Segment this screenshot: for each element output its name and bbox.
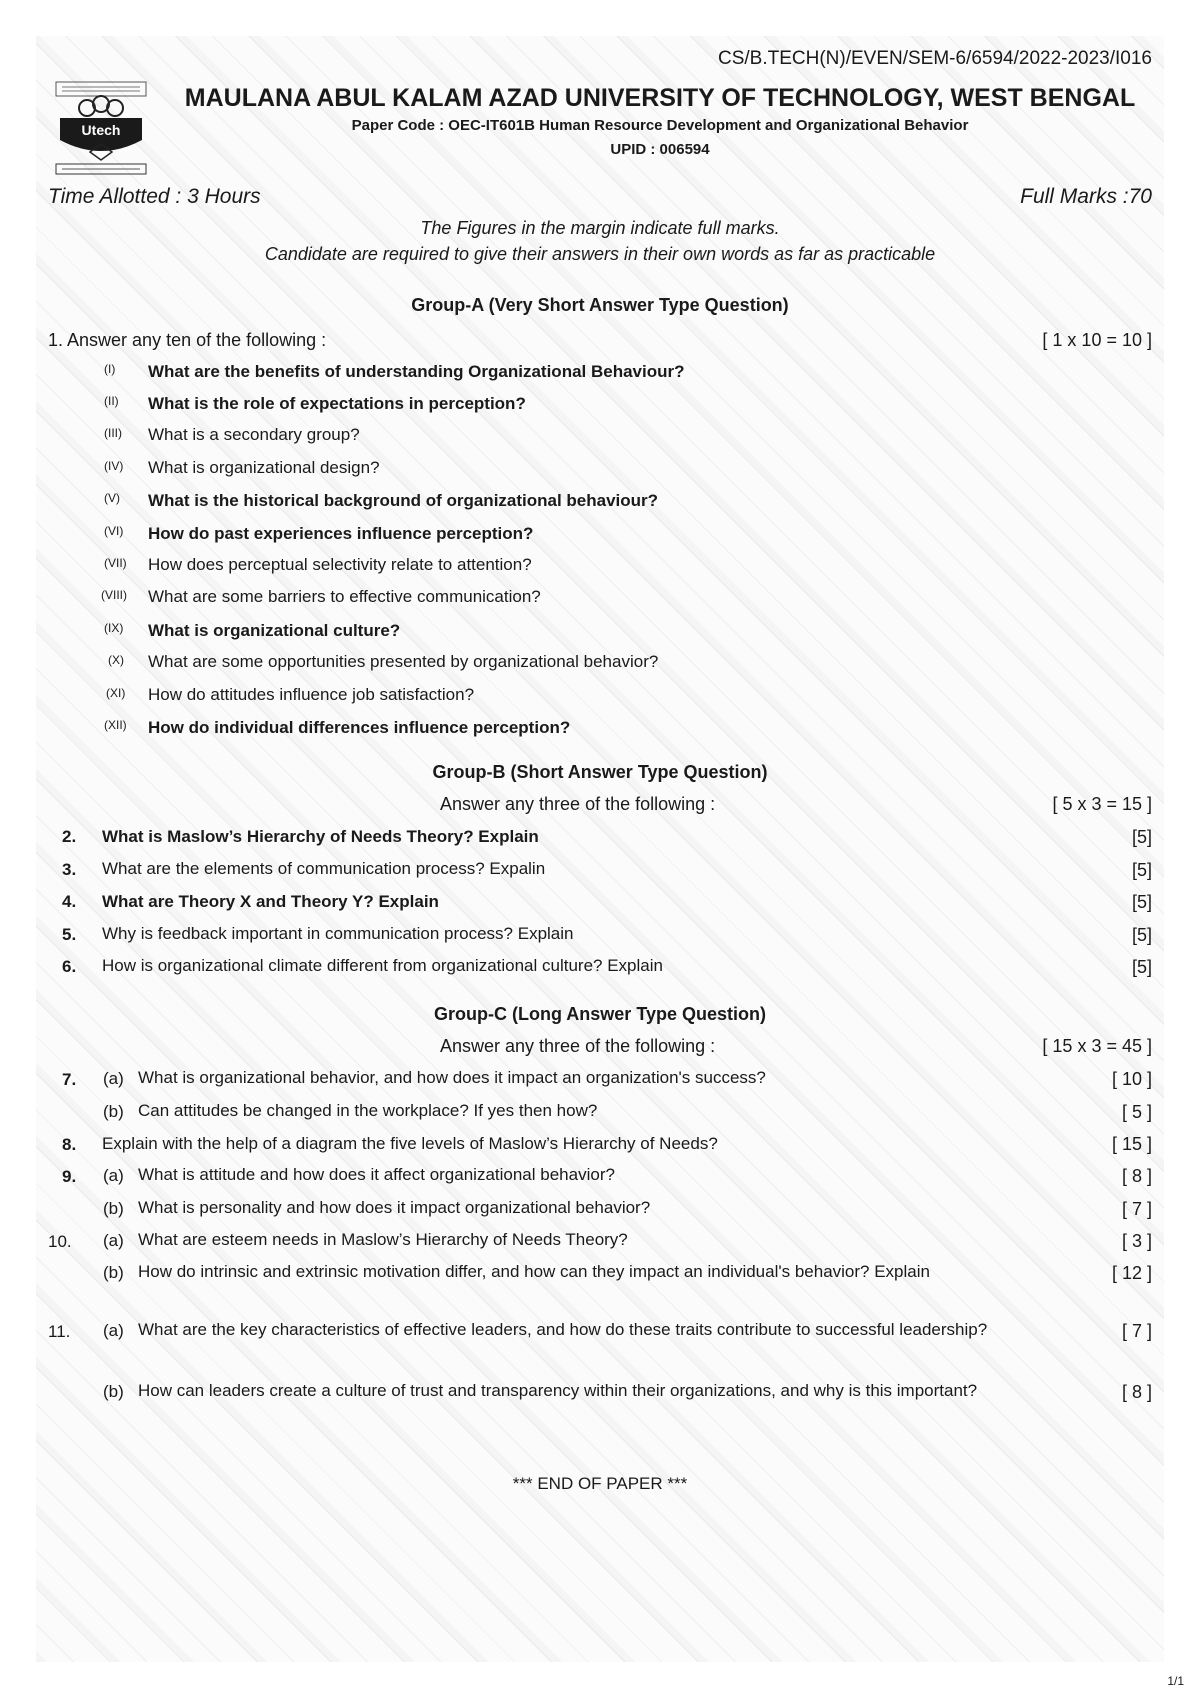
- question-text: Can attitudes be changed in the workplace? If yes then how?: [138, 1101, 598, 1120]
- question-marks: [ 8 ]: [1121, 1382, 1152, 1402]
- watermark-background: [36, 36, 1164, 1662]
- group-c-title: Group-C (Long Answer Type Question): [434, 1004, 766, 1024]
- question-number: 8.: [62, 1135, 77, 1154]
- question-number: 7.: [62, 1070, 77, 1089]
- sub-question-label: (b): [103, 1382, 124, 1401]
- group-b-title: Group-B (Short Answer Type Question): [432, 762, 768, 782]
- sub-question-label: (b): [103, 1263, 124, 1282]
- question-marks: [5]: [1131, 860, 1152, 880]
- question-number: (I): [104, 362, 116, 376]
- question-text: How is organizational climate different from organizational culture? Explain: [102, 956, 663, 975]
- question-number: (IX): [104, 621, 124, 635]
- question-text: What are some barriers to effective communication?: [148, 587, 541, 606]
- question-marks: [5]: [1131, 827, 1152, 847]
- question-number: (X): [108, 653, 124, 667]
- question-text: Explain with the help of a diagram the five levels of Maslow’s Hierarchy of Needs?: [102, 1134, 718, 1153]
- question-text: How can leaders create a culture of trust and transparency within their organizations, and why is this important?: [138, 1381, 978, 1400]
- question-marks: [ 12 ]: [1111, 1263, 1152, 1283]
- sub-question-label: (b): [103, 1199, 124, 1218]
- question-marks: [ 7 ]: [1121, 1321, 1152, 1341]
- group-c-instruction: Answer any three of the following :: [440, 1036, 716, 1056]
- question-text: What is the historical background of organizational behaviour?: [148, 491, 659, 510]
- question-number: 3.: [62, 860, 77, 879]
- question-number: 10.: [48, 1232, 72, 1251]
- group-a-marks: [ 1 x 10 = 10 ]: [1042, 330, 1152, 350]
- question-marks: [ 7 ]: [1121, 1199, 1152, 1219]
- answer-note: Candidate are required to give their answers in their own words as far as practicable: [264, 244, 936, 264]
- sub-question-label: (a): [103, 1069, 124, 1088]
- question-text: What are the key characteristics of effective leaders, and how do these traits contribute to successful leadership?: [138, 1320, 988, 1339]
- sub-question-label: (a): [103, 1321, 124, 1340]
- question-number: 2.: [62, 827, 77, 846]
- sub-question-label: (b): [103, 1102, 124, 1121]
- question-marks: [ 3 ]: [1121, 1231, 1152, 1251]
- question-number: (XI): [106, 686, 126, 700]
- question-number: (II): [104, 394, 119, 408]
- question-marks: [ 5 ]: [1121, 1102, 1152, 1122]
- question-number: 4.: [62, 892, 77, 911]
- question-number: (VIII): [101, 588, 127, 602]
- full-marks: Full Marks :70: [1020, 185, 1152, 208]
- question-text: What are Theory X and Theory Y? Explain: [102, 892, 439, 911]
- question-marks: [5]: [1131, 957, 1152, 977]
- university-name: MAULANA ABUL KALAM AZAD UNIVERSITY OF TECHNOLOGY, WEST BENGAL: [184, 84, 1136, 112]
- question-text: What is the role of expectations in perception?: [148, 394, 526, 413]
- question-marks: [ 8 ]: [1121, 1166, 1152, 1186]
- question-number: (VII): [104, 556, 127, 570]
- question-text: Why is feedback important in communication process? Explain: [102, 924, 574, 943]
- question-number: 9.: [62, 1167, 77, 1186]
- question-number: 5.: [62, 925, 77, 944]
- question-text: What is Maslow’s Hierarchy of Needs Theory? Explain: [102, 827, 539, 846]
- question-marks: [ 10 ]: [1111, 1069, 1152, 1089]
- question-marks: [5]: [1131, 892, 1152, 912]
- question-text: How does perceptual selectivity relate to attention?: [148, 555, 532, 574]
- question-number: (IV): [104, 459, 124, 473]
- question-text: How do individual differences influence perception?: [148, 718, 571, 737]
- question-number: (V): [104, 491, 120, 505]
- end-of-paper: *** END OF PAPER ***: [512, 1474, 688, 1493]
- question-text: How do attitudes influence job satisfaction?: [148, 685, 475, 704]
- group-b-instruction: Answer any three of the following :: [440, 794, 716, 814]
- question-text: How do past experiences influence perception?: [148, 524, 534, 543]
- question-text: What is a secondary group?: [148, 425, 360, 444]
- question-marks: [5]: [1131, 925, 1152, 945]
- question-text: What are the elements of communication process? Expalin: [102, 859, 546, 878]
- paper-title: Paper Code : OEC-IT601B Human Resource Development and Organizational Behavior: [351, 117, 969, 134]
- question-marks: [ 15 ]: [1111, 1134, 1152, 1154]
- university-logo: [52, 80, 150, 178]
- time-allotted: Time Allotted : 3 Hours: [48, 185, 261, 208]
- question-text: What is organizational behavior, and how does it impact an organization's success?: [138, 1068, 766, 1087]
- group-c-marks: [ 15 x 3 = 45 ]: [1042, 1036, 1152, 1056]
- paper-code-line: CS/B.TECH(N)/EVEN/SEM-6/6594/2022-2023/I016: [717, 48, 1152, 69]
- sub-question-label: (a): [103, 1166, 124, 1185]
- question-text: How do intrinsic and extrinsic motivation differ, and how can they impact an individual's behavior? Explain: [138, 1262, 930, 1281]
- question-number: (XII): [104, 718, 127, 732]
- logo-text: Utech: [81, 122, 121, 138]
- question-text: What are some opportunities presented by organizational behavior?: [148, 652, 659, 671]
- question-number: 6.: [62, 957, 77, 976]
- question-number: (VI): [104, 524, 124, 538]
- question-text: What are the benefits of understanding Organizational Behaviour?: [148, 362, 685, 381]
- group-a-instruction: 1. Answer any ten of the following :: [48, 330, 327, 350]
- question-text: What are esteem needs in Maslow’s Hierarchy of Needs Theory?: [138, 1230, 628, 1249]
- marks-note: The Figures in the margin indicate full marks.: [420, 218, 780, 238]
- page-number: 1/1: [1167, 1674, 1184, 1688]
- question-text: What is organizational design?: [148, 458, 380, 477]
- question-number: (III): [104, 426, 122, 440]
- question-number: 11.: [48, 1322, 71, 1341]
- group-a-title: Group-A (Very Short Answer Type Question): [411, 295, 789, 315]
- question-text: What is attitude and how does it affect organizational behavior?: [138, 1165, 615, 1184]
- question-text: What is personality and how does it impact organizational behavior?: [138, 1198, 651, 1217]
- group-b-marks: [ 5 x 3 = 15 ]: [1052, 794, 1152, 814]
- question-text: What is organizational culture?: [148, 621, 401, 640]
- upid: UPID : 006594: [610, 141, 710, 158]
- sub-question-label: (a): [103, 1231, 124, 1250]
